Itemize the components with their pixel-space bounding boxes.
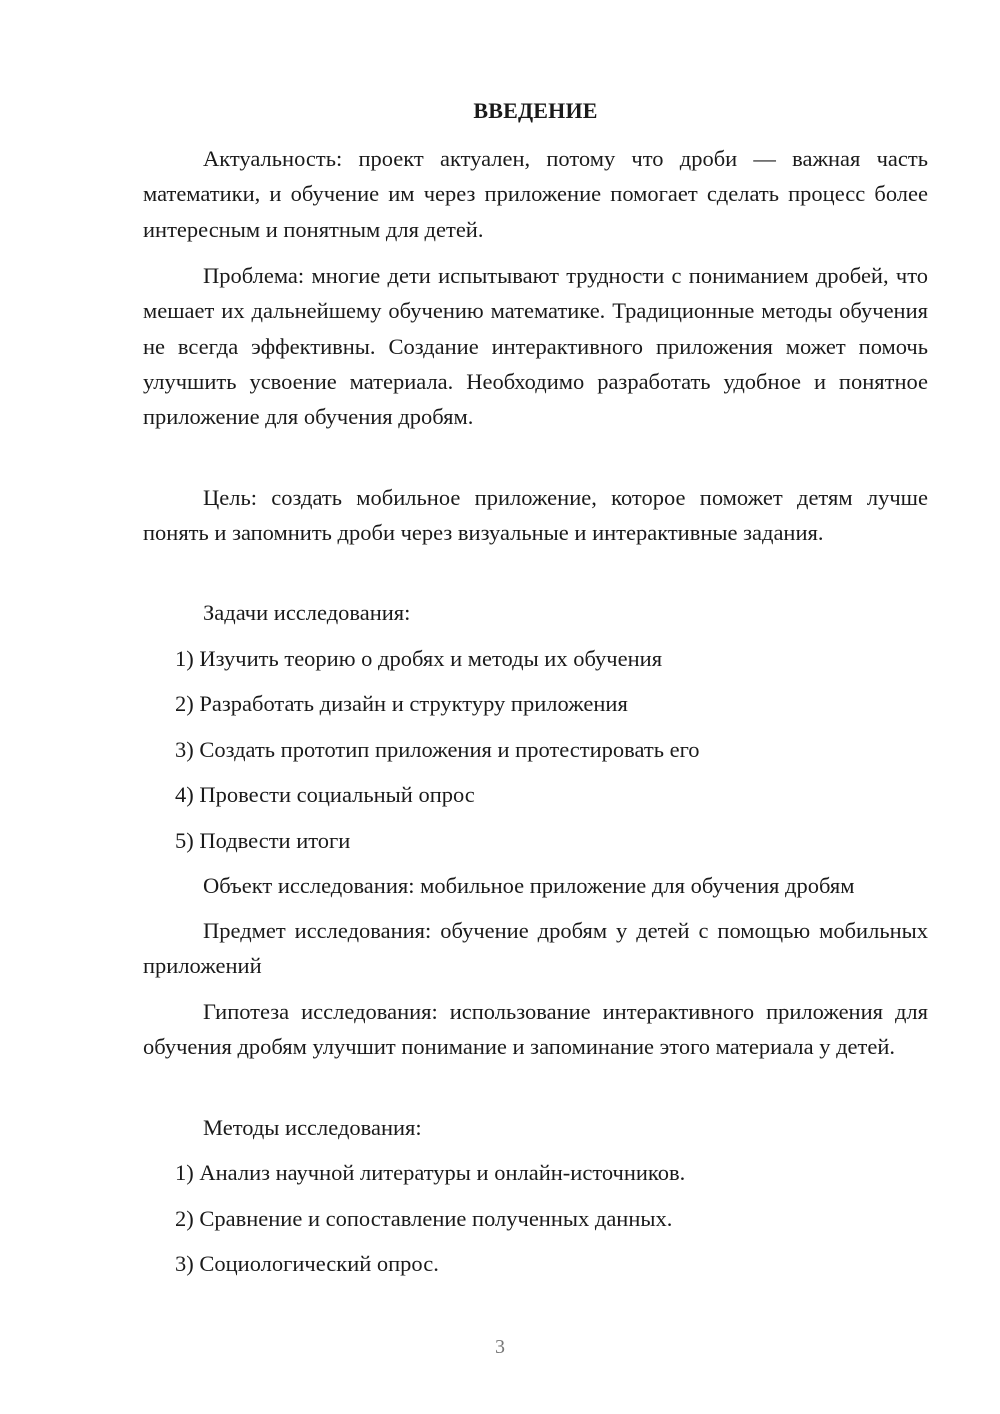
hypothesis-paragraph: Гипотеза исследования: использование интерактивного приложения для обучения дробям улучшит понимание и запоминание этого материала у детей. — [143, 999, 928, 1060]
task-item: 4) Провести социальный опрос — [175, 782, 475, 807]
method-item: 2) Сравнение и сопоставление полученных данных. — [175, 1206, 673, 1231]
goal-paragraph: Цель: создать мобильное приложение, которое поможет детям лучше понять и запомнить дроби через визуальные и интерактивные задания. — [143, 485, 928, 546]
task-item: 1) Изучить теорию о дробях и методы их обучения — [175, 646, 663, 671]
tasks-title: Задачи исследования: — [203, 600, 411, 625]
method-item: 1) Анализ научной литературы и онлайн-источников. — [175, 1160, 686, 1185]
task-item: 5) Подвести итоги — [175, 828, 351, 853]
relevance-paragraph: Актуальность: проект актуален, потому что дроби — важная часть математики, и обучение им через приложение помогает сделать процесс более интересным и понятным для детей. — [143, 146, 928, 242]
methods-title: Методы исследования: — [203, 1115, 422, 1140]
subject-paragraph: Предмет исследования: обучение дробям у детей с помощью мобильных приложений — [143, 918, 928, 979]
method-item: 3) Социологический опрос. — [175, 1251, 439, 1276]
object-line: Объект исследования: мобильное приложение для обучения дробям — [203, 873, 855, 898]
task-item: 3) Создать прототип приложения и протестировать его — [175, 737, 700, 762]
page-number: 3 — [495, 1336, 505, 1358]
section-heading: ВВЕДЕНИЕ — [473, 98, 598, 123]
problem-paragraph: Проблема: многие дети испытывают трудности с пониманием дробей, что мешает их дальнейшему обучению математике. Традиционные методы обучения не всегда эффективны. Создание интерактивного приложения может помочь улучшить усвоение материала. Необходимо разработать удобное и понятное приложение для обучения дробям. — [143, 263, 928, 430]
task-item: 2) Разработать дизайн и структуру приложения — [175, 691, 628, 716]
